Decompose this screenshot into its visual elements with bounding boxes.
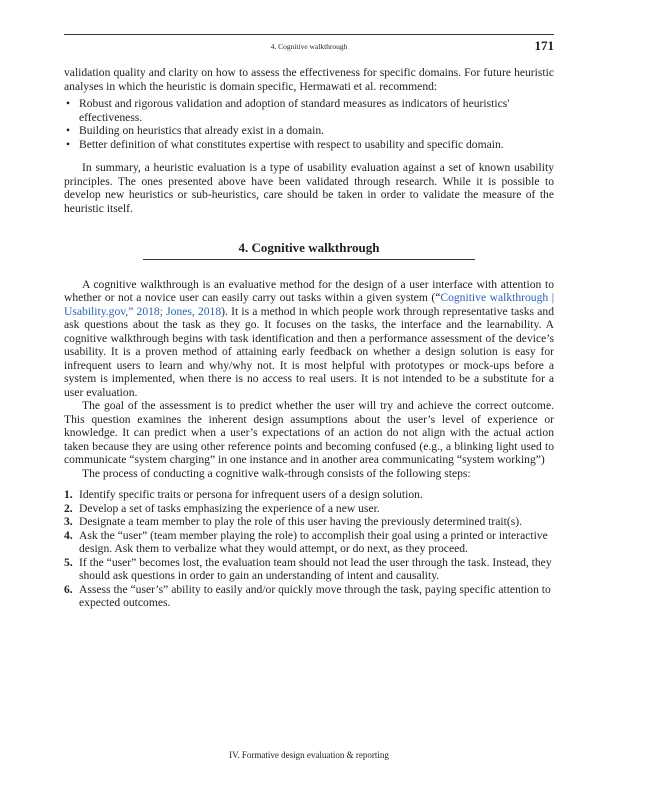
- bullet-icon: •: [66, 97, 71, 110]
- section-heading: [64, 241, 554, 260]
- paragraph-text: A cognitive walkthrough is an evaluative method for the design of a user interface with attention to whether or not a novice user can easily carry out tasks within a given system (“: [64, 277, 554, 304]
- page-body: [64, 66, 554, 610]
- list-item: [64, 529, 554, 556]
- recommendation-list: [64, 97, 554, 151]
- process-paragraph: The process of conducting a cognitive walk-through consists of the following steps:: [82, 466, 471, 480]
- step-text: Identify specific traits or persona for infrequent users of a design solution.: [79, 488, 423, 501]
- citation-link[interactable]: Cognitive walkthrough | Usability.gov,” 2018; Jones, 2018: [64, 291, 555, 318]
- list-item: [64, 556, 554, 583]
- step-number: 4.: [64, 528, 73, 542]
- list-item: [64, 124, 554, 138]
- list-item: [64, 138, 554, 152]
- list-item: [64, 583, 554, 610]
- step-number: 6.: [64, 582, 73, 596]
- bullet-icon: •: [66, 137, 71, 151]
- list-item: [64, 515, 554, 529]
- step-text: Ask the “user” (team member playing the role) to accomplish their goal using a printed or interactive design. Ask them to verbalize what they would attempt, or do next, as they proceed.: [79, 528, 548, 555]
- goal-paragraph: The goal of the assessment is to predict whether the user will try and achieve the correct outcome. This question examines the inherent design assumptions about the user’s level of experience or knowledge. It can predict when a user’s expectations of an action do not align with the actual action taken because they are using other reference points and becoming confused (e.g., a blinking light used to communicate “system charging” in one instance and in another area communicating “system working”): [64, 399, 554, 466]
- list-item-text: Building on heuristics that already exist in a domain.: [79, 124, 325, 137]
- section-title: 4. Cognitive walkthrough: [238, 240, 380, 255]
- bullet-icon: •: [66, 124, 71, 137]
- step-number: 1.: [64, 488, 73, 501]
- paragraph-text: ). It is a method in which people work through representative tasks and ask questions about the task as they go. It focuses on the tasks, the interface and the learnability. A cognitive walkthrough begins with task identification and then a performance assessment of the device’s usability. It is a proven method of attaining early feedback on whether a design solution is easy for infrequent users to learn and why/why not. It is most helpful with prototypes or mock-ups before a system is implemented, when there is no access to real users. It is not intended to be a substitute for a user evaluation.: [64, 304, 554, 399]
- step-number: 5.: [64, 555, 73, 569]
- step-text: If the “user” becomes lost, the evaluation team should not lead the user through the task. Instead, they should ask questions in order to gain an understanding of intent and causality.: [79, 555, 552, 582]
- running-title: 4. Cognitive walkthrough: [270, 42, 348, 51]
- intro-paragraph: validation quality and clarity on how to assess the effectiveness for specific domains. For future heuristic analyses in which the heuristic is domain specific, Hermawati et al. recommend:: [64, 66, 554, 93]
- step-text: Designate a team member to play the role of this user having the previously determined trait(s).: [79, 515, 523, 528]
- step-number: 2.: [64, 501, 73, 515]
- page-number: 171: [534, 38, 554, 53]
- step-text: Assess the “user’s” ability to easily and/or quickly move through the task, paying specific attention to expected outcomes.: [79, 582, 551, 609]
- summary-paragraph: In summary, a heuristic evaluation is a type of usability evaluation against a set of known usability principles. The ones presented above have been validated through research. While it is possible to develop new heuristics or sub-heuristics, care should be taken in order to validate the measure of the heuristic itself.: [64, 161, 554, 215]
- list-item: [64, 488, 554, 502]
- list-item: [64, 97, 554, 124]
- list-item-text: Robust and rigorous validation and adoption of standard measures as indicators of heuristics' effectiveness.: [79, 97, 510, 124]
- step-number: 3.: [64, 515, 73, 528]
- steps-list: [64, 488, 554, 610]
- header-rule: [64, 34, 554, 35]
- cognitive-walkthrough-paragraph: [64, 278, 554, 400]
- running-header: [64, 38, 554, 54]
- list-item-text: Better definition of what constitutes expertise with respect to usability and specific domain.: [79, 137, 504, 151]
- step-text: Develop a set of tasks emphasizing the experience of a new user.: [79, 501, 380, 515]
- list-item: [64, 502, 554, 516]
- page-footer: IV. Formative design evaluation & reporting: [229, 750, 389, 760]
